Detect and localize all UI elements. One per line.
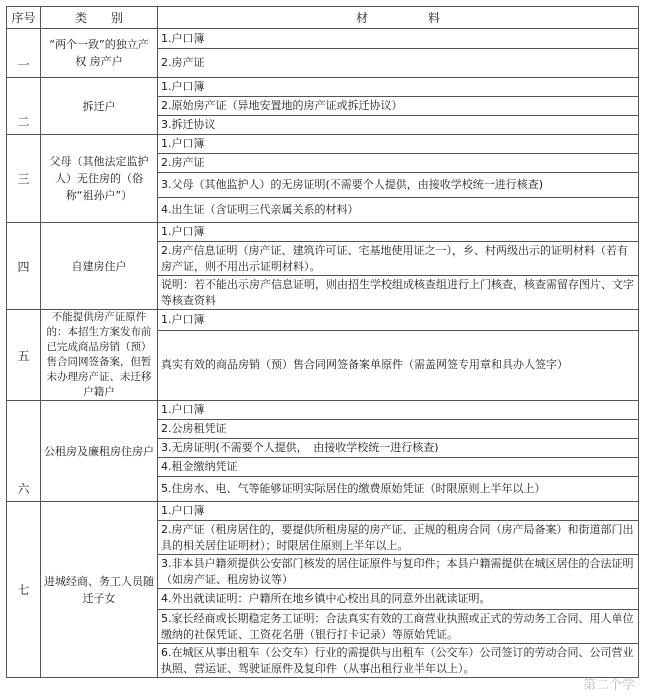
table-row: [7, 29, 639, 49]
material-item: 4.租金缴纳凭证: [158, 458, 639, 477]
section-number: 五: [7, 310, 41, 401]
material-item: 4.外出就读证明：户籍所在地乡镇中心校出具的同意外出就读证明。: [158, 589, 639, 610]
enrollment-materials-table: [6, 6, 639, 678]
watermark: 第二个学: [582, 678, 635, 693]
material-item: 4.出生证（含证明三代亲属关系的材料）: [158, 198, 639, 223]
section-category: “两个一致”的独立产权 房产户: [41, 29, 158, 78]
table-row: [7, 310, 639, 331]
section-number: 二: [7, 78, 41, 135]
material-item: 1.户口簿: [158, 29, 639, 49]
material-item: 真实有效的商品房销（预）售合同网签备案单原件（需盖网签专用章和具办人签字）: [158, 330, 639, 400]
material-item: 2.原始房产证（异地安置地的房产证或拆迁协议）: [158, 97, 639, 116]
section-number: 六: [7, 401, 41, 502]
section-category: 不能提供房产证原件的：本招生方案发布前已完成商品房销（预）售合同网签备案，但暂未办理房产证、未迁移户籍户: [41, 310, 158, 401]
section-category: 进城经商、务工人员随迁子女: [41, 502, 158, 678]
material-item: 3.无房证明(不需要个人提供， 由接收学校统一进行核查): [158, 439, 639, 458]
material-item: 3.非本县户籍须提供公安部门核发的居住证原件与复印件；本县户籍需提供在城区居住的合法证明（如房产证、租房协议等）: [158, 555, 639, 589]
section-category: 公租房及廉租房住房户: [41, 401, 158, 502]
material-item: 5.住房水、电、气等能够证明实际居住的缴费原始凭证（时限原则上半年以上）: [158, 477, 639, 502]
material-item: 1.户口簿: [158, 502, 639, 521]
table-header-row: [7, 7, 639, 29]
section-category: 拆迁户: [41, 78, 158, 135]
section-number: 三: [7, 135, 41, 223]
table-row: [7, 401, 639, 420]
material-item: 2.房产证（租房居住的，要提供所租房屋的房产证、正规的租房合同（房产局备案）和街道部门出具的相关居住证明材）；时限居住原则上半年以上。: [158, 521, 639, 555]
header-num: 序号: [7, 7, 41, 29]
header-materials: 材 料: [158, 7, 639, 29]
table-row: [7, 502, 639, 521]
section-category: 自建房住户: [41, 223, 158, 310]
table-row: [7, 223, 639, 242]
table-row: [7, 135, 639, 154]
material-item: 1.户口簿: [158, 78, 639, 97]
material-item: 1.户口簿: [158, 401, 639, 420]
material-item: 2.房产信息证明（房产证、建筑许可证、宅基地使用证之一），乡、村两级出示的证明材料（若有房产证，则不用出示证明材料）。: [158, 242, 639, 276]
section-category: 父母（其他法定监护人）无住房的（俗称“祖孙户”）: [41, 135, 158, 223]
material-item: 5.家长经商或长期稳定务工证明：合法真实有效的工商营业执照或正式的劳动务工合同、用人单位缴纳的社保凭证、工资花名册（银行打卡记录）等原始凭证。: [158, 610, 639, 644]
material-item: 2.公房租凭证: [158, 420, 639, 439]
section-number: 四: [7, 223, 41, 310]
header-category: 类 别: [41, 7, 158, 29]
material-item: 6.在城区从事出租车（公交车）行业的需提供与出租车（公交车）公司签订的劳动合同、公司营业执照、营运证、驾驶证原件及复印件（从事出租行业半年以上）。: [158, 644, 639, 678]
section-number: 一: [7, 29, 41, 78]
material-item: 3.父母（其他监护人）的无房证明(不需要个人提供，由接收学校统一进行核查): [158, 173, 639, 198]
material-item: 3.拆迁协议: [158, 116, 639, 135]
table-row: [7, 78, 639, 97]
material-item: 1.户口簿: [158, 135, 639, 154]
material-item: 说明：若不能出示房产信息证明，则由招生学校组成核查组进行上门核查，核查需留存图片、文字等核查资料: [158, 276, 639, 310]
section-number: 七: [7, 502, 41, 678]
material-item: 2.房产证: [158, 49, 639, 78]
material-item: 1.户口簿: [158, 223, 639, 242]
material-item: 2.房产证: [158, 154, 639, 173]
material-item: 1.户口簿: [158, 310, 639, 331]
